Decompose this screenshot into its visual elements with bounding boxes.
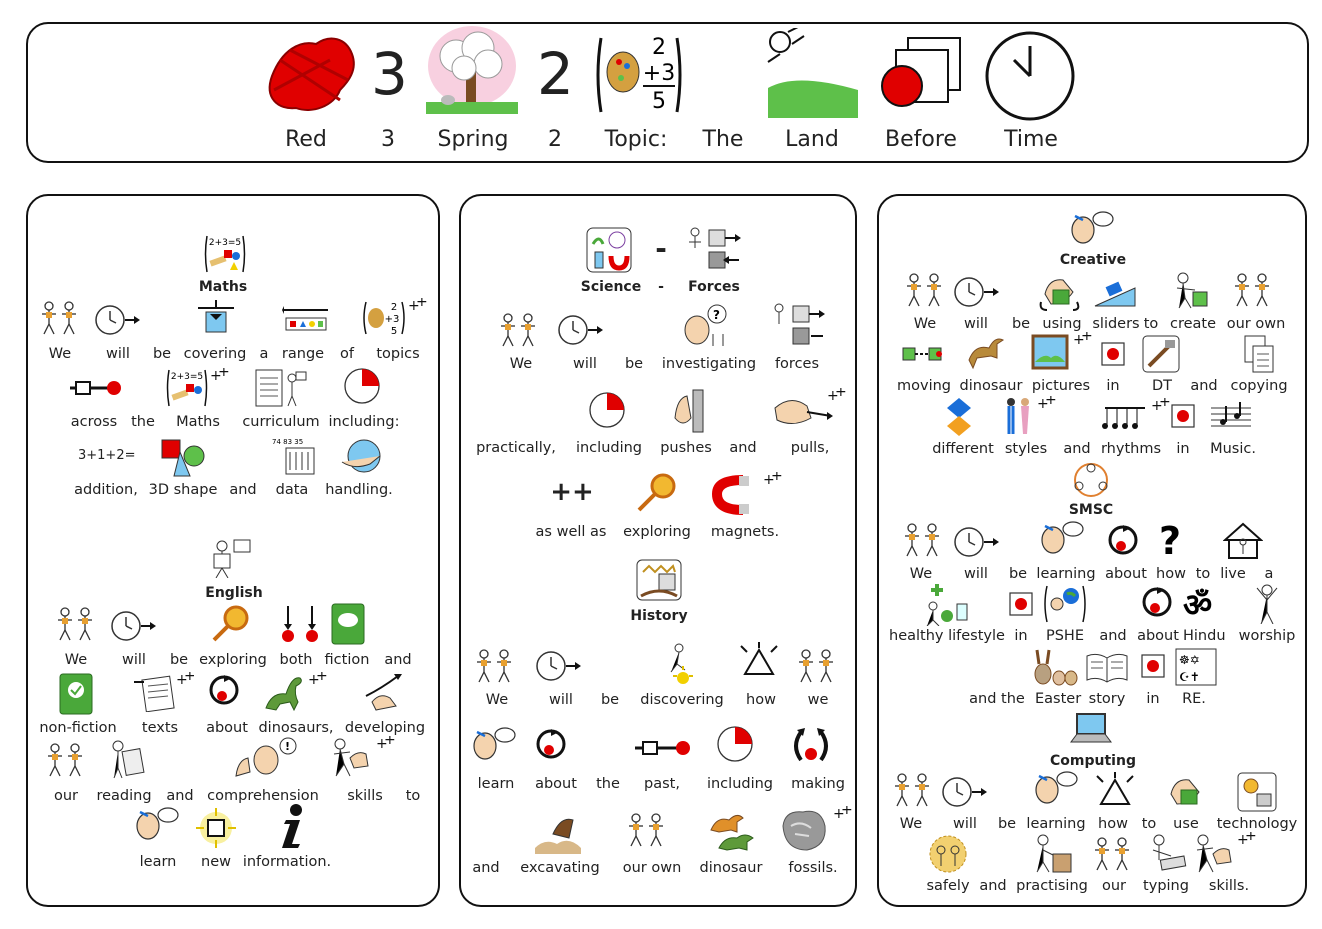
word: We bbox=[509, 356, 533, 372]
word: Hindu bbox=[1183, 628, 1226, 644]
word: forces bbox=[774, 356, 820, 372]
word: about bbox=[535, 776, 577, 792]
header-number-3: 3 bbox=[371, 40, 408, 108]
how-icon bbox=[739, 642, 779, 682]
word: and bbox=[229, 482, 257, 498]
svg-text:☪✝: ☪✝ bbox=[1179, 670, 1200, 684]
in-icon bbox=[1101, 342, 1125, 366]
word: curriculum bbox=[242, 414, 320, 430]
word: skills bbox=[347, 788, 383, 804]
word: be bbox=[1008, 566, 1028, 582]
non-fiction-book-icon bbox=[58, 672, 96, 716]
pictures-icon bbox=[1031, 332, 1101, 372]
technology-icon bbox=[1237, 772, 1277, 812]
land-icon bbox=[766, 28, 862, 118]
people-icon bbox=[905, 272, 945, 308]
word: 3D shape bbox=[148, 482, 218, 498]
typing-icon bbox=[1145, 832, 1189, 874]
both-icon bbox=[278, 604, 322, 644]
copying-icon bbox=[1243, 334, 1275, 374]
word: of bbox=[340, 346, 354, 362]
word: and the bbox=[969, 691, 1025, 707]
word: past, bbox=[644, 776, 680, 792]
word: addition, bbox=[74, 482, 138, 498]
learn-head-icon bbox=[134, 806, 184, 848]
people-icon bbox=[627, 812, 667, 848]
curriculum-icon bbox=[254, 368, 308, 408]
sum-text: 3+1+2= bbox=[78, 448, 136, 463]
word: in bbox=[1106, 378, 1120, 394]
word: and bbox=[1190, 378, 1218, 394]
word: will bbox=[106, 346, 130, 362]
discovering-icon bbox=[659, 642, 703, 686]
word: to bbox=[1141, 816, 1157, 832]
texts-icon bbox=[132, 672, 194, 712]
covering-icon bbox=[194, 300, 238, 336]
sliders-icon bbox=[1093, 278, 1137, 310]
plusplus-symbol: ++ bbox=[550, 477, 594, 507]
word: pictures bbox=[1031, 378, 1091, 394]
maths-english-panel bbox=[26, 194, 440, 907]
word: DT bbox=[1151, 378, 1173, 394]
maths-curriculum-icon bbox=[166, 368, 232, 408]
word: will bbox=[953, 816, 977, 832]
topic-header bbox=[26, 22, 1309, 163]
science-dash: - bbox=[655, 232, 667, 265]
safely-icon bbox=[927, 834, 969, 874]
svg-text:2: 2 bbox=[390, 302, 398, 313]
creative-smsc-computing-panel bbox=[877, 194, 1307, 907]
word: safely bbox=[926, 878, 970, 894]
header-word: 3 bbox=[381, 127, 395, 152]
word: topics bbox=[376, 346, 420, 362]
word: dinosaur bbox=[959, 378, 1023, 394]
word: typing bbox=[1143, 878, 1189, 894]
about-icon bbox=[1141, 586, 1175, 620]
word: learn bbox=[139, 854, 177, 870]
history-title: History bbox=[630, 608, 688, 624]
before-icon bbox=[880, 36, 962, 116]
word: including: bbox=[328, 414, 400, 430]
word: our own bbox=[622, 860, 682, 876]
including-icon bbox=[344, 368, 384, 408]
word: moving bbox=[897, 378, 951, 394]
clock-future-icon bbox=[94, 304, 142, 336]
exploring-magnifier-icon bbox=[633, 472, 679, 516]
word: and bbox=[384, 652, 412, 668]
in-icon bbox=[1171, 404, 1195, 428]
practically-icon bbox=[589, 392, 629, 432]
english-icon bbox=[210, 538, 254, 578]
word: We bbox=[913, 316, 937, 332]
word: information. bbox=[242, 854, 332, 870]
word: handling. bbox=[325, 482, 393, 498]
people-icon bbox=[56, 606, 96, 642]
word: comprehension bbox=[207, 788, 319, 804]
pshe-icon bbox=[1043, 582, 1087, 626]
practising-icon bbox=[1031, 832, 1075, 874]
svg-text:+3: +3 bbox=[642, 61, 676, 86]
word: about bbox=[1137, 628, 1179, 644]
svg-text:5: 5 bbox=[390, 326, 398, 337]
word: our own bbox=[1226, 316, 1286, 332]
word: how bbox=[1098, 816, 1128, 832]
rhythms-icon bbox=[1101, 398, 1171, 434]
word: copying bbox=[1230, 378, 1288, 394]
word: our bbox=[1101, 878, 1127, 894]
use-icon bbox=[1165, 772, 1209, 812]
word: and bbox=[472, 860, 500, 876]
music-icon bbox=[1209, 400, 1253, 434]
forces-title: Forces bbox=[688, 279, 740, 295]
dinosaurs-icon bbox=[707, 808, 757, 852]
word: new bbox=[201, 854, 231, 870]
word: the bbox=[596, 776, 620, 792]
word: non-fiction bbox=[39, 720, 117, 736]
in-icon bbox=[1141, 654, 1165, 678]
comprehension-icon bbox=[232, 736, 302, 780]
fossils-icon bbox=[779, 806, 853, 854]
word: how bbox=[1156, 566, 1186, 582]
red-scribble-icon bbox=[260, 30, 360, 116]
header-number-2: 2 bbox=[537, 40, 574, 108]
svg-text:ॐ: ॐ bbox=[1183, 586, 1213, 624]
header-word: Topic: bbox=[604, 127, 668, 152]
word: We bbox=[64, 652, 88, 668]
word: We bbox=[485, 692, 509, 708]
word: exploring bbox=[199, 652, 267, 668]
people-icon bbox=[893, 772, 933, 808]
people-icon bbox=[475, 648, 515, 684]
svg-text:+3: +3 bbox=[384, 314, 400, 325]
word: live bbox=[1220, 566, 1246, 582]
word: to bbox=[1143, 316, 1159, 332]
dinosaur-icon bbox=[965, 334, 1013, 372]
word: about bbox=[206, 720, 248, 736]
across-icon bbox=[68, 376, 124, 400]
clock-future-icon bbox=[535, 650, 583, 682]
hindu-om-icon bbox=[1183, 584, 1223, 624]
word: use bbox=[1173, 816, 1199, 832]
word: pulls, bbox=[790, 440, 830, 456]
word: to bbox=[1195, 566, 1211, 582]
word: and bbox=[729, 440, 757, 456]
create-icon bbox=[1169, 270, 1213, 310]
svg-text:☸✡: ☸✡ bbox=[1179, 653, 1200, 667]
word: Easter bbox=[1035, 691, 1082, 707]
range-icon bbox=[282, 304, 330, 332]
header-word: Before bbox=[885, 127, 957, 152]
clock-future-icon bbox=[557, 314, 605, 346]
word: worship bbox=[1238, 628, 1296, 644]
svg-text:5: 5 bbox=[652, 89, 666, 114]
people-icon bbox=[797, 648, 837, 684]
forces-small-icon bbox=[771, 302, 825, 350]
re-symbols-icon bbox=[1175, 648, 1217, 686]
word: learning bbox=[1026, 816, 1086, 832]
science-title: Science bbox=[580, 279, 642, 295]
word: rhythms bbox=[1100, 441, 1162, 457]
word: will bbox=[122, 652, 146, 668]
word: practically, bbox=[476, 440, 556, 456]
learning-head-icon bbox=[1033, 770, 1083, 812]
science-icon bbox=[585, 226, 633, 274]
time-clock-icon bbox=[984, 30, 1076, 122]
word: fossils. bbox=[788, 860, 838, 876]
creative-title: Creative bbox=[1059, 252, 1127, 268]
svg-text:2: 2 bbox=[652, 35, 666, 60]
smsc-title: SMSC bbox=[1068, 502, 1114, 518]
word: sliders bbox=[1092, 316, 1140, 332]
how-icon bbox=[1095, 772, 1135, 812]
data-icon bbox=[272, 434, 316, 478]
word: discovering bbox=[640, 692, 724, 708]
past-icon bbox=[633, 736, 693, 760]
forces-icon bbox=[687, 226, 741, 274]
styles-icon bbox=[1003, 396, 1057, 436]
svg-text:!: ! bbox=[285, 740, 291, 753]
about-icon bbox=[535, 728, 569, 762]
word: technology bbox=[1216, 816, 1298, 832]
word: magnets. bbox=[710, 524, 780, 540]
word: covering bbox=[183, 346, 247, 362]
skills-icon bbox=[330, 736, 398, 778]
moving-icon bbox=[901, 342, 947, 366]
excavating-icon bbox=[533, 808, 583, 854]
word: pushes bbox=[660, 440, 712, 456]
header-word: Spring bbox=[437, 127, 509, 152]
word: fiction bbox=[324, 652, 370, 668]
word: using bbox=[1042, 316, 1082, 332]
word: styles bbox=[1004, 441, 1048, 457]
3d-shape-icon bbox=[160, 438, 208, 478]
magnet-icon bbox=[709, 472, 785, 516]
word: practising bbox=[1016, 878, 1088, 894]
word: We bbox=[48, 346, 72, 362]
word: be bbox=[152, 346, 172, 362]
word: dinosaur bbox=[699, 860, 763, 876]
word: and bbox=[166, 788, 194, 804]
making-icon bbox=[789, 726, 833, 766]
smsc-icon bbox=[1071, 460, 1111, 500]
english-title: English bbox=[205, 585, 263, 601]
exploring-magnifier-icon bbox=[210, 604, 252, 644]
maths-title: Maths bbox=[198, 279, 248, 295]
word: be bbox=[997, 816, 1017, 832]
word: dinosaurs, bbox=[258, 720, 334, 736]
clock-future-icon bbox=[110, 610, 158, 642]
learn-head-icon bbox=[471, 726, 521, 768]
new-icon bbox=[196, 808, 236, 848]
science-history-panel bbox=[459, 194, 857, 907]
maths-icon bbox=[204, 234, 246, 274]
word: learn bbox=[477, 776, 515, 792]
header-word: Land bbox=[785, 127, 839, 152]
fiction-book-icon bbox=[330, 602, 368, 646]
developing-icon bbox=[362, 672, 406, 712]
word: how bbox=[746, 692, 776, 708]
in-icon bbox=[1009, 592, 1033, 616]
header-word: 2 bbox=[548, 127, 562, 152]
word: be bbox=[600, 692, 620, 708]
header-word: Red bbox=[285, 127, 327, 152]
word: We bbox=[899, 816, 923, 832]
word: RE. bbox=[1182, 691, 1206, 707]
pulls-icon bbox=[771, 388, 849, 434]
question-icon bbox=[1157, 520, 1187, 560]
word: will bbox=[964, 316, 988, 332]
handling-icon bbox=[340, 436, 386, 476]
word: learning bbox=[1036, 566, 1096, 582]
svg-text:?: ? bbox=[1159, 520, 1182, 560]
word: reading bbox=[96, 788, 152, 804]
word: developing bbox=[344, 720, 426, 736]
word: will bbox=[964, 566, 988, 582]
dt-tools-icon bbox=[1141, 334, 1181, 374]
svg-text:2+3=5: 2+3=5 bbox=[170, 372, 204, 382]
about-icon bbox=[208, 674, 242, 708]
word: Music. bbox=[1210, 441, 1256, 457]
clock-future-icon bbox=[953, 526, 1001, 558]
people-icon bbox=[499, 312, 539, 348]
reading-icon bbox=[108, 738, 148, 780]
word: range bbox=[281, 346, 325, 362]
word: in bbox=[1014, 628, 1028, 644]
word: we bbox=[807, 692, 829, 708]
computing-title: Computing bbox=[1050, 753, 1136, 769]
clock-future-icon bbox=[941, 776, 989, 808]
spring-tree-icon bbox=[426, 26, 518, 116]
word: our bbox=[53, 788, 79, 804]
skills-icon bbox=[1193, 832, 1259, 874]
word: including bbox=[706, 776, 774, 792]
word: story bbox=[1088, 691, 1126, 707]
word: excavating bbox=[520, 860, 600, 876]
healthy-lifestyle-icon bbox=[923, 582, 973, 626]
history-icon bbox=[635, 558, 683, 602]
word: the bbox=[131, 414, 155, 430]
science-dash-label: - bbox=[658, 279, 664, 295]
word: making bbox=[791, 776, 845, 792]
information-icon bbox=[272, 802, 312, 848]
word: a bbox=[259, 346, 269, 362]
svg-text:?: ? bbox=[713, 308, 720, 322]
word: investigating bbox=[661, 356, 757, 372]
word: data bbox=[275, 482, 309, 498]
different-icon bbox=[943, 396, 975, 438]
word: be bbox=[169, 652, 189, 668]
word: will bbox=[573, 356, 597, 372]
learning-head-icon bbox=[1039, 520, 1089, 562]
people-icon bbox=[46, 742, 86, 778]
word: a bbox=[1264, 566, 1274, 582]
word: and bbox=[1099, 628, 1127, 644]
word: and bbox=[979, 878, 1007, 894]
people-icon bbox=[1093, 836, 1133, 872]
word: and bbox=[1063, 441, 1091, 457]
svg-text:74 83 35: 74 83 35 bbox=[272, 438, 304, 446]
header-word: The bbox=[702, 127, 744, 152]
about-icon bbox=[1107, 524, 1141, 558]
word: across bbox=[70, 414, 118, 430]
word: We bbox=[909, 566, 933, 582]
word: including bbox=[575, 440, 643, 456]
story-book-icon bbox=[1085, 650, 1129, 684]
people-icon bbox=[40, 300, 80, 336]
word: about bbox=[1105, 566, 1147, 582]
word: skills. bbox=[1208, 878, 1250, 894]
computing-laptop-icon bbox=[1069, 712, 1113, 748]
easter-icon bbox=[1033, 648, 1079, 686]
people-icon bbox=[1233, 272, 1273, 308]
word: both bbox=[279, 652, 313, 668]
dinosaur-icon bbox=[262, 672, 328, 712]
svg-text:2+3=5: 2+3=5 bbox=[208, 238, 242, 248]
pushes-icon bbox=[667, 388, 707, 434]
word: be bbox=[624, 356, 644, 372]
word: to bbox=[405, 788, 421, 804]
using-icon bbox=[1039, 272, 1083, 312]
word: healthy lifestyle bbox=[889, 628, 1005, 644]
worship-icon bbox=[1251, 582, 1283, 624]
creative-icon bbox=[1069, 210, 1115, 250]
word: Maths bbox=[176, 414, 220, 430]
clock-future-icon bbox=[953, 276, 1001, 308]
word: different bbox=[932, 441, 994, 457]
word: create bbox=[1169, 316, 1217, 332]
investigating-icon bbox=[683, 304, 733, 350]
topic-maths-art-icon bbox=[593, 32, 685, 118]
word: will bbox=[549, 692, 573, 708]
including-icon bbox=[717, 726, 757, 766]
live-house-icon bbox=[1223, 520, 1263, 560]
people-icon bbox=[903, 522, 943, 558]
word: texts bbox=[141, 720, 179, 736]
word: as well as bbox=[535, 524, 607, 540]
header-word: Time bbox=[1004, 127, 1058, 152]
word: in bbox=[1176, 441, 1190, 457]
word: exploring bbox=[623, 524, 691, 540]
topics-icon bbox=[362, 298, 432, 338]
word: PSHE bbox=[1045, 628, 1084, 644]
word: be bbox=[1011, 316, 1031, 332]
word: in bbox=[1146, 691, 1160, 707]
